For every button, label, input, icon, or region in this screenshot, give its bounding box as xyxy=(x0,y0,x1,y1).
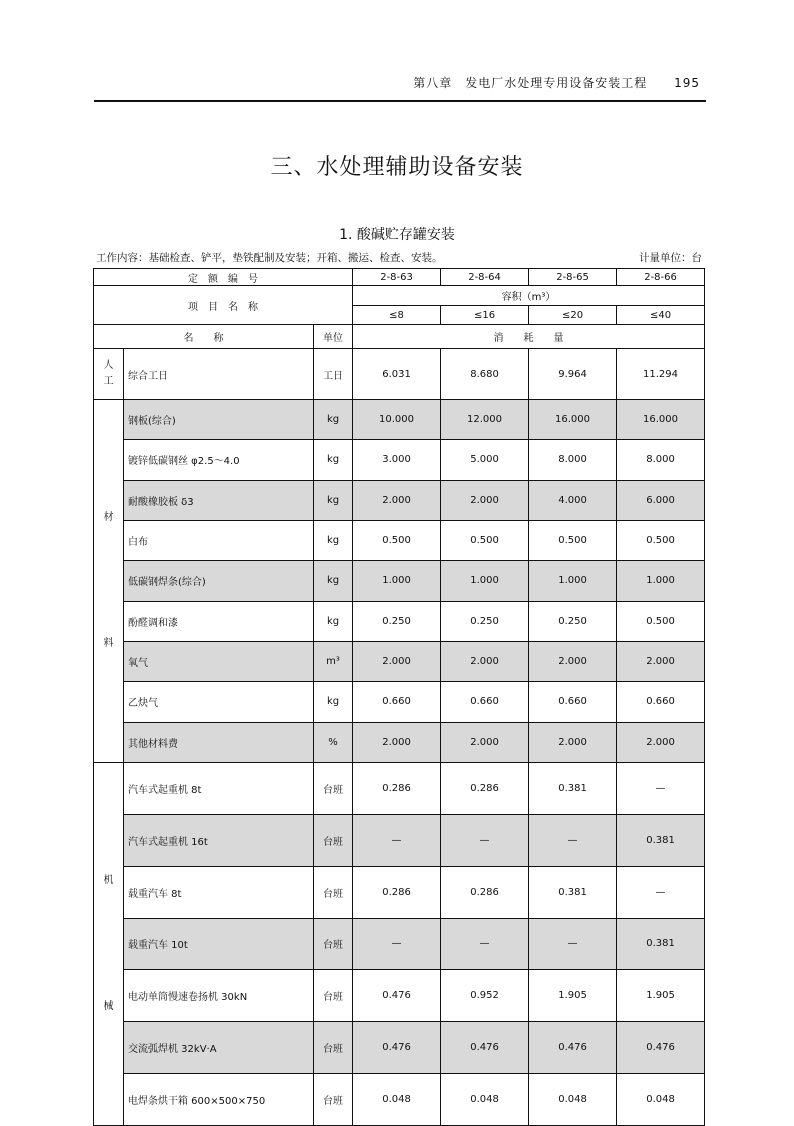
item-unit: kg xyxy=(314,440,353,480)
consumption-value: 0.500 xyxy=(441,520,529,560)
unit-column-header: 单位 xyxy=(314,325,353,349)
consumption-value: 1.000 xyxy=(441,561,529,601)
consumption-value: — xyxy=(441,814,529,866)
page-number: 195 xyxy=(674,76,700,90)
table-row xyxy=(94,918,705,970)
consumption-value: 11.294 xyxy=(617,349,705,400)
table-row xyxy=(94,1074,705,1126)
item-unit: kg xyxy=(314,682,353,722)
consumption-value: 0.250 xyxy=(441,601,529,641)
table-row xyxy=(94,641,705,681)
capacity-label: 容积（m³） xyxy=(353,286,705,306)
consumption-value: 0.952 xyxy=(441,970,529,1022)
capacity-label-row xyxy=(94,286,705,306)
capacity-cell: ≤8 xyxy=(353,306,441,325)
group-char: 械 xyxy=(103,1001,114,1012)
consumption-header: 消 耗 量 xyxy=(353,325,705,349)
chapter-title: 第八章 发电厂水处理专用设备安装工程 xyxy=(413,76,648,90)
consumption-value: 2.000 xyxy=(617,641,705,681)
consumption-value: 0.381 xyxy=(529,866,617,918)
consumption-value: 0.048 xyxy=(617,1074,705,1126)
table-row xyxy=(94,763,705,815)
consumption-value: 12.000 xyxy=(441,400,529,440)
item-name: 白布 xyxy=(124,520,314,560)
consumption-value: 0.500 xyxy=(617,520,705,560)
group-char: 材 xyxy=(103,512,114,523)
consumption-value: 16.000 xyxy=(617,400,705,440)
item-name: 酚醛调和漆 xyxy=(124,601,314,641)
group-char: 人 xyxy=(103,360,114,371)
consumption-value: 8.000 xyxy=(529,440,617,480)
consumption-value: 1.000 xyxy=(353,561,441,601)
item-name: 镀锌低碳钢丝 φ2.5～4.0 xyxy=(124,440,314,480)
consumption-value: 0.476 xyxy=(441,1022,529,1074)
table-row xyxy=(94,970,705,1022)
item-unit: 台班 xyxy=(314,814,353,866)
consumption-value: 0.048 xyxy=(529,1074,617,1126)
item-unit: 台班 xyxy=(314,1074,353,1126)
consumption-value: 2.000 xyxy=(617,722,705,762)
consumption-value: 0.048 xyxy=(441,1074,529,1126)
consumption-value: 1.905 xyxy=(617,970,705,1022)
quota-table-body xyxy=(94,269,705,1126)
quota-code-cell: 2-8-64 xyxy=(441,269,529,286)
item-name: 电焊条烘干箱 600×500×750 xyxy=(124,1074,314,1126)
item-unit: kg xyxy=(314,561,353,601)
item-unit: 台班 xyxy=(314,918,353,970)
work-content: 工作内容：基础检查、铲平，垫铁配制及安装；开箱、搬运、检查、安装。 xyxy=(96,252,443,264)
unit-note: 计量单位：台 xyxy=(639,252,702,264)
consumption-value: 1.000 xyxy=(529,561,617,601)
item-unit: 工日 xyxy=(314,349,353,400)
consumption-value: 3.000 xyxy=(353,440,441,480)
column-header-row xyxy=(94,325,705,349)
item-unit: 台班 xyxy=(314,970,353,1022)
table-row xyxy=(94,601,705,641)
item-name: 低碳钢焊条(综合) xyxy=(124,561,314,601)
consumption-value: 0.250 xyxy=(529,601,617,641)
item-unit: kg xyxy=(314,520,353,560)
group-char: 机 xyxy=(103,875,114,886)
quota-code-cell: 2-8-65 xyxy=(529,269,617,286)
consumption-value: 0.250 xyxy=(353,601,441,641)
item-unit: 台班 xyxy=(314,763,353,815)
group-char: 料 xyxy=(103,638,114,649)
consumption-value: 0.500 xyxy=(617,601,705,641)
item-name: 汽车式起重机 16t xyxy=(124,814,314,866)
consumption-value: 16.000 xyxy=(529,400,617,440)
consumption-value: 0.286 xyxy=(441,763,529,815)
table-row xyxy=(94,814,705,866)
consumption-value: — xyxy=(353,814,441,866)
item-unit: kg xyxy=(314,400,353,440)
quota-code-cell: 2-8-66 xyxy=(617,269,705,286)
consumption-value: 0.660 xyxy=(353,682,441,722)
consumption-value: 0.660 xyxy=(529,682,617,722)
consumption-value: — xyxy=(441,918,529,970)
item-name: 钢板(综合) xyxy=(124,400,314,440)
consumption-value: 2.000 xyxy=(353,722,441,762)
item-name: 乙炔气 xyxy=(124,682,314,722)
consumption-value: 0.660 xyxy=(441,682,529,722)
item-unit: 台班 xyxy=(314,866,353,918)
consumption-value: 5.000 xyxy=(441,440,529,480)
consumption-value: 0.048 xyxy=(353,1074,441,1126)
consumption-value: 6.031 xyxy=(353,349,441,400)
capacity-cell: ≤40 xyxy=(617,306,705,325)
consumption-value: 0.381 xyxy=(529,763,617,815)
consumption-value: 2.000 xyxy=(441,722,529,762)
consumption-value: 2.000 xyxy=(441,480,529,520)
table-row xyxy=(94,520,705,560)
consumption-value: 10.000 xyxy=(353,400,441,440)
item-unit: kg xyxy=(314,480,353,520)
capacity-cell: ≤20 xyxy=(529,306,617,325)
consumption-value: — xyxy=(617,763,705,815)
consumption-value: 0.381 xyxy=(617,814,705,866)
group-label-material xyxy=(94,400,124,763)
quota-table xyxy=(93,268,705,1126)
table-row xyxy=(94,722,705,762)
consumption-value: 0.476 xyxy=(353,1022,441,1074)
item-name-label: 项 目 名 称 xyxy=(94,286,353,325)
consumption-value: 0.476 xyxy=(353,970,441,1022)
item-unit: % xyxy=(314,722,353,762)
consumption-value: 0.286 xyxy=(441,866,529,918)
item-name: 耐酸橡胶板 δ3 xyxy=(124,480,314,520)
consumption-value: — xyxy=(617,866,705,918)
group-label-labor xyxy=(94,349,124,400)
consumption-value: 2.000 xyxy=(353,480,441,520)
consumption-value: — xyxy=(353,918,441,970)
consumption-value: 0.500 xyxy=(353,520,441,560)
item-unit: m³ xyxy=(314,641,353,681)
consumption-value: 0.286 xyxy=(353,866,441,918)
quota-code-row xyxy=(94,269,705,286)
consumption-value: — xyxy=(529,918,617,970)
capacity-cell: ≤16 xyxy=(441,306,529,325)
header-rule xyxy=(94,100,706,102)
consumption-value: 1.000 xyxy=(617,561,705,601)
consumption-value: 1.905 xyxy=(529,970,617,1022)
item-name: 氧气 xyxy=(124,641,314,681)
consumption-value: 2.000 xyxy=(529,641,617,681)
sub-title: 1. 酸碱贮存罐安装 xyxy=(339,227,455,243)
consumption-value: 2.000 xyxy=(529,722,617,762)
table-row xyxy=(94,1022,705,1074)
consumption-value: 0.660 xyxy=(617,682,705,722)
item-name: 载重汽车 8t xyxy=(124,866,314,918)
item-name: 载重汽车 10t xyxy=(124,918,314,970)
consumption-value: 0.476 xyxy=(617,1022,705,1074)
consumption-value: 6.000 xyxy=(617,480,705,520)
item-name: 交流弧焊机 32kV·A xyxy=(124,1022,314,1074)
consumption-value: 0.500 xyxy=(529,520,617,560)
consumption-value: 4.000 xyxy=(529,480,617,520)
quota-code-cell: 2-8-63 xyxy=(353,269,441,286)
table-row xyxy=(94,400,705,440)
table-row xyxy=(94,349,705,400)
table-row xyxy=(94,440,705,480)
consumption-value: 9.964 xyxy=(529,349,617,400)
consumption-value: 8.680 xyxy=(441,349,529,400)
item-name: 电动单筒慢速卷扬机 30kN xyxy=(124,970,314,1022)
group-label-machine xyxy=(94,763,124,1126)
consumption-value: 0.476 xyxy=(529,1022,617,1074)
table-row xyxy=(94,866,705,918)
consumption-value: — xyxy=(529,814,617,866)
consumption-value: 2.000 xyxy=(353,641,441,681)
quota-code-label: 定 额 编 号 xyxy=(94,269,353,286)
item-name: 汽车式起重机 8t xyxy=(124,763,314,815)
section-title: 三、水处理辅助设备安装 xyxy=(270,155,524,180)
table-row xyxy=(94,682,705,722)
table-row xyxy=(94,561,705,601)
consumption-value: 0.381 xyxy=(617,918,705,970)
consumption-value: 8.000 xyxy=(617,440,705,480)
item-unit: kg xyxy=(314,601,353,641)
consumption-value: 0.286 xyxy=(353,763,441,815)
name-column-header: 名 称 xyxy=(94,325,314,349)
item-unit: 台班 xyxy=(314,1022,353,1074)
running-head xyxy=(413,74,700,91)
item-name: 其他材料费 xyxy=(124,722,314,762)
consumption-value: 2.000 xyxy=(441,641,529,681)
table-row xyxy=(94,480,705,520)
group-char: 工 xyxy=(103,376,114,387)
item-name: 综合工日 xyxy=(124,349,314,400)
